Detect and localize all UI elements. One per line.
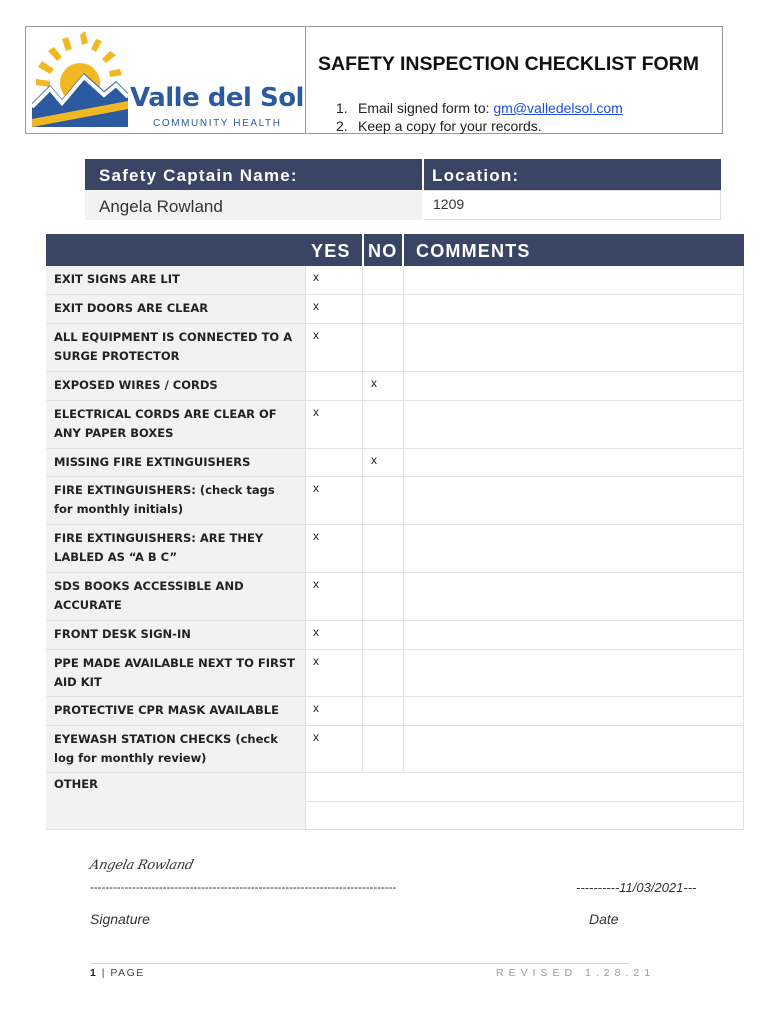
captain-location-values	[85, 190, 721, 220]
page-number: 1	[90, 967, 98, 979]
yes-cell[interactable]: x	[305, 324, 362, 371]
table-row	[46, 726, 744, 773]
no-cell[interactable]	[362, 295, 403, 323]
no-cell[interactable]: x	[362, 449, 403, 476]
column-header-yes: YES	[311, 241, 351, 261]
instruction-item	[336, 117, 623, 135]
date-label: Date	[589, 911, 619, 927]
table-row	[46, 324, 744, 372]
yes-cell[interactable]: x	[305, 477, 362, 524]
footer-revised: REVISED 1.28.21	[496, 967, 656, 979]
yes-cell[interactable]: x	[305, 697, 362, 725]
yes-cell[interactable]: x	[305, 525, 362, 572]
table-row	[46, 295, 744, 324]
page-label: | PAGE	[101, 967, 145, 979]
table-row	[46, 621, 744, 650]
footer-divider	[90, 963, 630, 964]
form-header	[25, 26, 723, 134]
instruction-number: 1.	[336, 100, 348, 116]
checklist-item-label: EXIT SIGNS ARE LIT	[46, 266, 305, 294]
table-row	[46, 477, 744, 525]
checklist-item-label: FIRE EXTINGUISHERS: ARE THEY LABLED AS “A B C”	[46, 525, 305, 572]
table-row	[46, 266, 744, 295]
location-field[interactable]: 1209	[422, 190, 721, 220]
comments-cell[interactable]	[403, 525, 744, 572]
column-header-comments: COMMENTS	[402, 234, 744, 266]
captain-location-header	[85, 159, 721, 190]
no-cell[interactable]: x	[362, 372, 403, 400]
comments-cell[interactable]	[403, 697, 744, 725]
other-label: OTHER	[46, 773, 305, 829]
checklist-item-label: ALL EQUIPMENT IS CONNECTED TO A SURGE PROTECTOR	[46, 324, 305, 371]
no-cell[interactable]	[362, 650, 403, 696]
other-fields	[305, 773, 744, 829]
no-cell[interactable]	[362, 573, 403, 620]
comments-cell[interactable]	[403, 726, 744, 772]
yes-cell[interactable]: x	[305, 401, 362, 448]
no-cell[interactable]	[362, 726, 403, 772]
no-cell[interactable]	[362, 621, 403, 649]
other-field-2[interactable]	[306, 802, 743, 830]
signature-label: Signature	[90, 911, 150, 927]
other-field-1[interactable]	[306, 773, 743, 802]
instructions-list	[336, 99, 623, 135]
logo	[26, 27, 306, 133]
yes-cell[interactable]: x	[305, 573, 362, 620]
checklist-item-label: EXPOSED WIRES / CORDS	[46, 372, 305, 400]
comments-cell[interactable]	[403, 621, 744, 649]
instruction-text: Keep a copy for your records.	[358, 118, 542, 134]
header-divider	[422, 159, 424, 221]
comments-cell[interactable]	[403, 573, 744, 620]
checklist-item-label: PROTECTIVE CPR MASK AVAILABLE	[46, 697, 305, 725]
yes-cell[interactable]: x	[305, 726, 362, 772]
column-header-no: NO	[362, 234, 402, 266]
table-header	[46, 234, 744, 266]
comments-cell[interactable]	[403, 477, 744, 524]
captain-name-field[interactable]: Angela Rowland	[85, 190, 422, 220]
column-header-item	[46, 234, 305, 266]
yes-cell[interactable]: x	[305, 266, 362, 294]
logo-name: Valle del Sol	[130, 83, 304, 113]
table-body	[46, 266, 744, 773]
table-row	[46, 573, 744, 621]
table-row	[46, 449, 744, 477]
checklist-item-label: PPE MADE AVAILABLE NEXT TO FIRST AID KIT	[46, 650, 305, 696]
yes-cell[interactable]: x	[305, 295, 362, 323]
comments-cell[interactable]	[403, 650, 744, 696]
no-cell[interactable]	[362, 477, 403, 524]
no-cell[interactable]	[362, 697, 403, 725]
yes-cell[interactable]: x	[305, 650, 362, 696]
logo-subtitle: COMMUNITY HEALTH	[153, 118, 282, 129]
sun-mountain-logo-icon	[32, 29, 128, 131]
no-cell[interactable]	[362, 401, 403, 448]
checklist-item-label: FIRE EXTINGUISHERS: (check tags for monthly initials)	[46, 477, 305, 524]
checklist-item-label: ELECTRICAL CORDS ARE CLEAR OF ANY PAPER BOXES	[46, 401, 305, 448]
form-title: SAFETY INSPECTION CHECKLIST FORM	[318, 53, 699, 75]
checklist-item-label: SDS BOOKS ACCESSIBLE AND ACCURATE	[46, 573, 305, 620]
checklist-item-label: EXIT DOORS ARE CLEAR	[46, 295, 305, 323]
yes-cell[interactable]	[305, 449, 362, 476]
title-cell	[306, 27, 722, 133]
instruction-item	[336, 99, 623, 117]
table-row	[46, 650, 744, 697]
no-cell[interactable]	[362, 525, 403, 572]
checklist-item-label: FRONT DESK SIGN-IN	[46, 621, 305, 649]
table-row	[46, 401, 744, 449]
yes-cell[interactable]: x	[305, 621, 362, 649]
comments-cell[interactable]	[403, 266, 744, 294]
comments-cell[interactable]	[403, 401, 744, 448]
table-row	[46, 372, 744, 401]
checklist-item-label: EYEWASH STATION CHECKS (check log for monthly review)	[46, 726, 305, 772]
checklist-table	[46, 234, 744, 830]
table-row-other	[46, 773, 744, 830]
footer-page	[90, 967, 145, 979]
captain-label: Safety Captain Name:	[99, 166, 298, 185]
location-label: Location:	[432, 166, 520, 185]
signature-line[interactable]: --------------------------------------------------------------------------------	[90, 882, 397, 894]
no-cell[interactable]	[362, 266, 403, 294]
instruction-text: Email signed form to:	[358, 100, 494, 116]
comments-cell[interactable]	[403, 295, 744, 323]
comments-cell[interactable]	[403, 372, 744, 400]
table-row	[46, 525, 744, 573]
no-cell[interactable]	[362, 324, 403, 371]
comments-cell[interactable]	[403, 324, 744, 371]
date-line[interactable]: ----------11/03/2021---	[576, 880, 697, 895]
signature-script: Angela Rowland	[88, 858, 195, 873]
table-row	[46, 697, 744, 726]
yes-cell[interactable]	[305, 372, 362, 400]
instruction-number: 2.	[336, 118, 348, 134]
email-link[interactable]: gm@valledelsol.com	[493, 100, 623, 116]
comments-cell[interactable]	[403, 449, 744, 476]
checklist-item-label: MISSING FIRE EXTINGUISHERS	[46, 449, 305, 476]
